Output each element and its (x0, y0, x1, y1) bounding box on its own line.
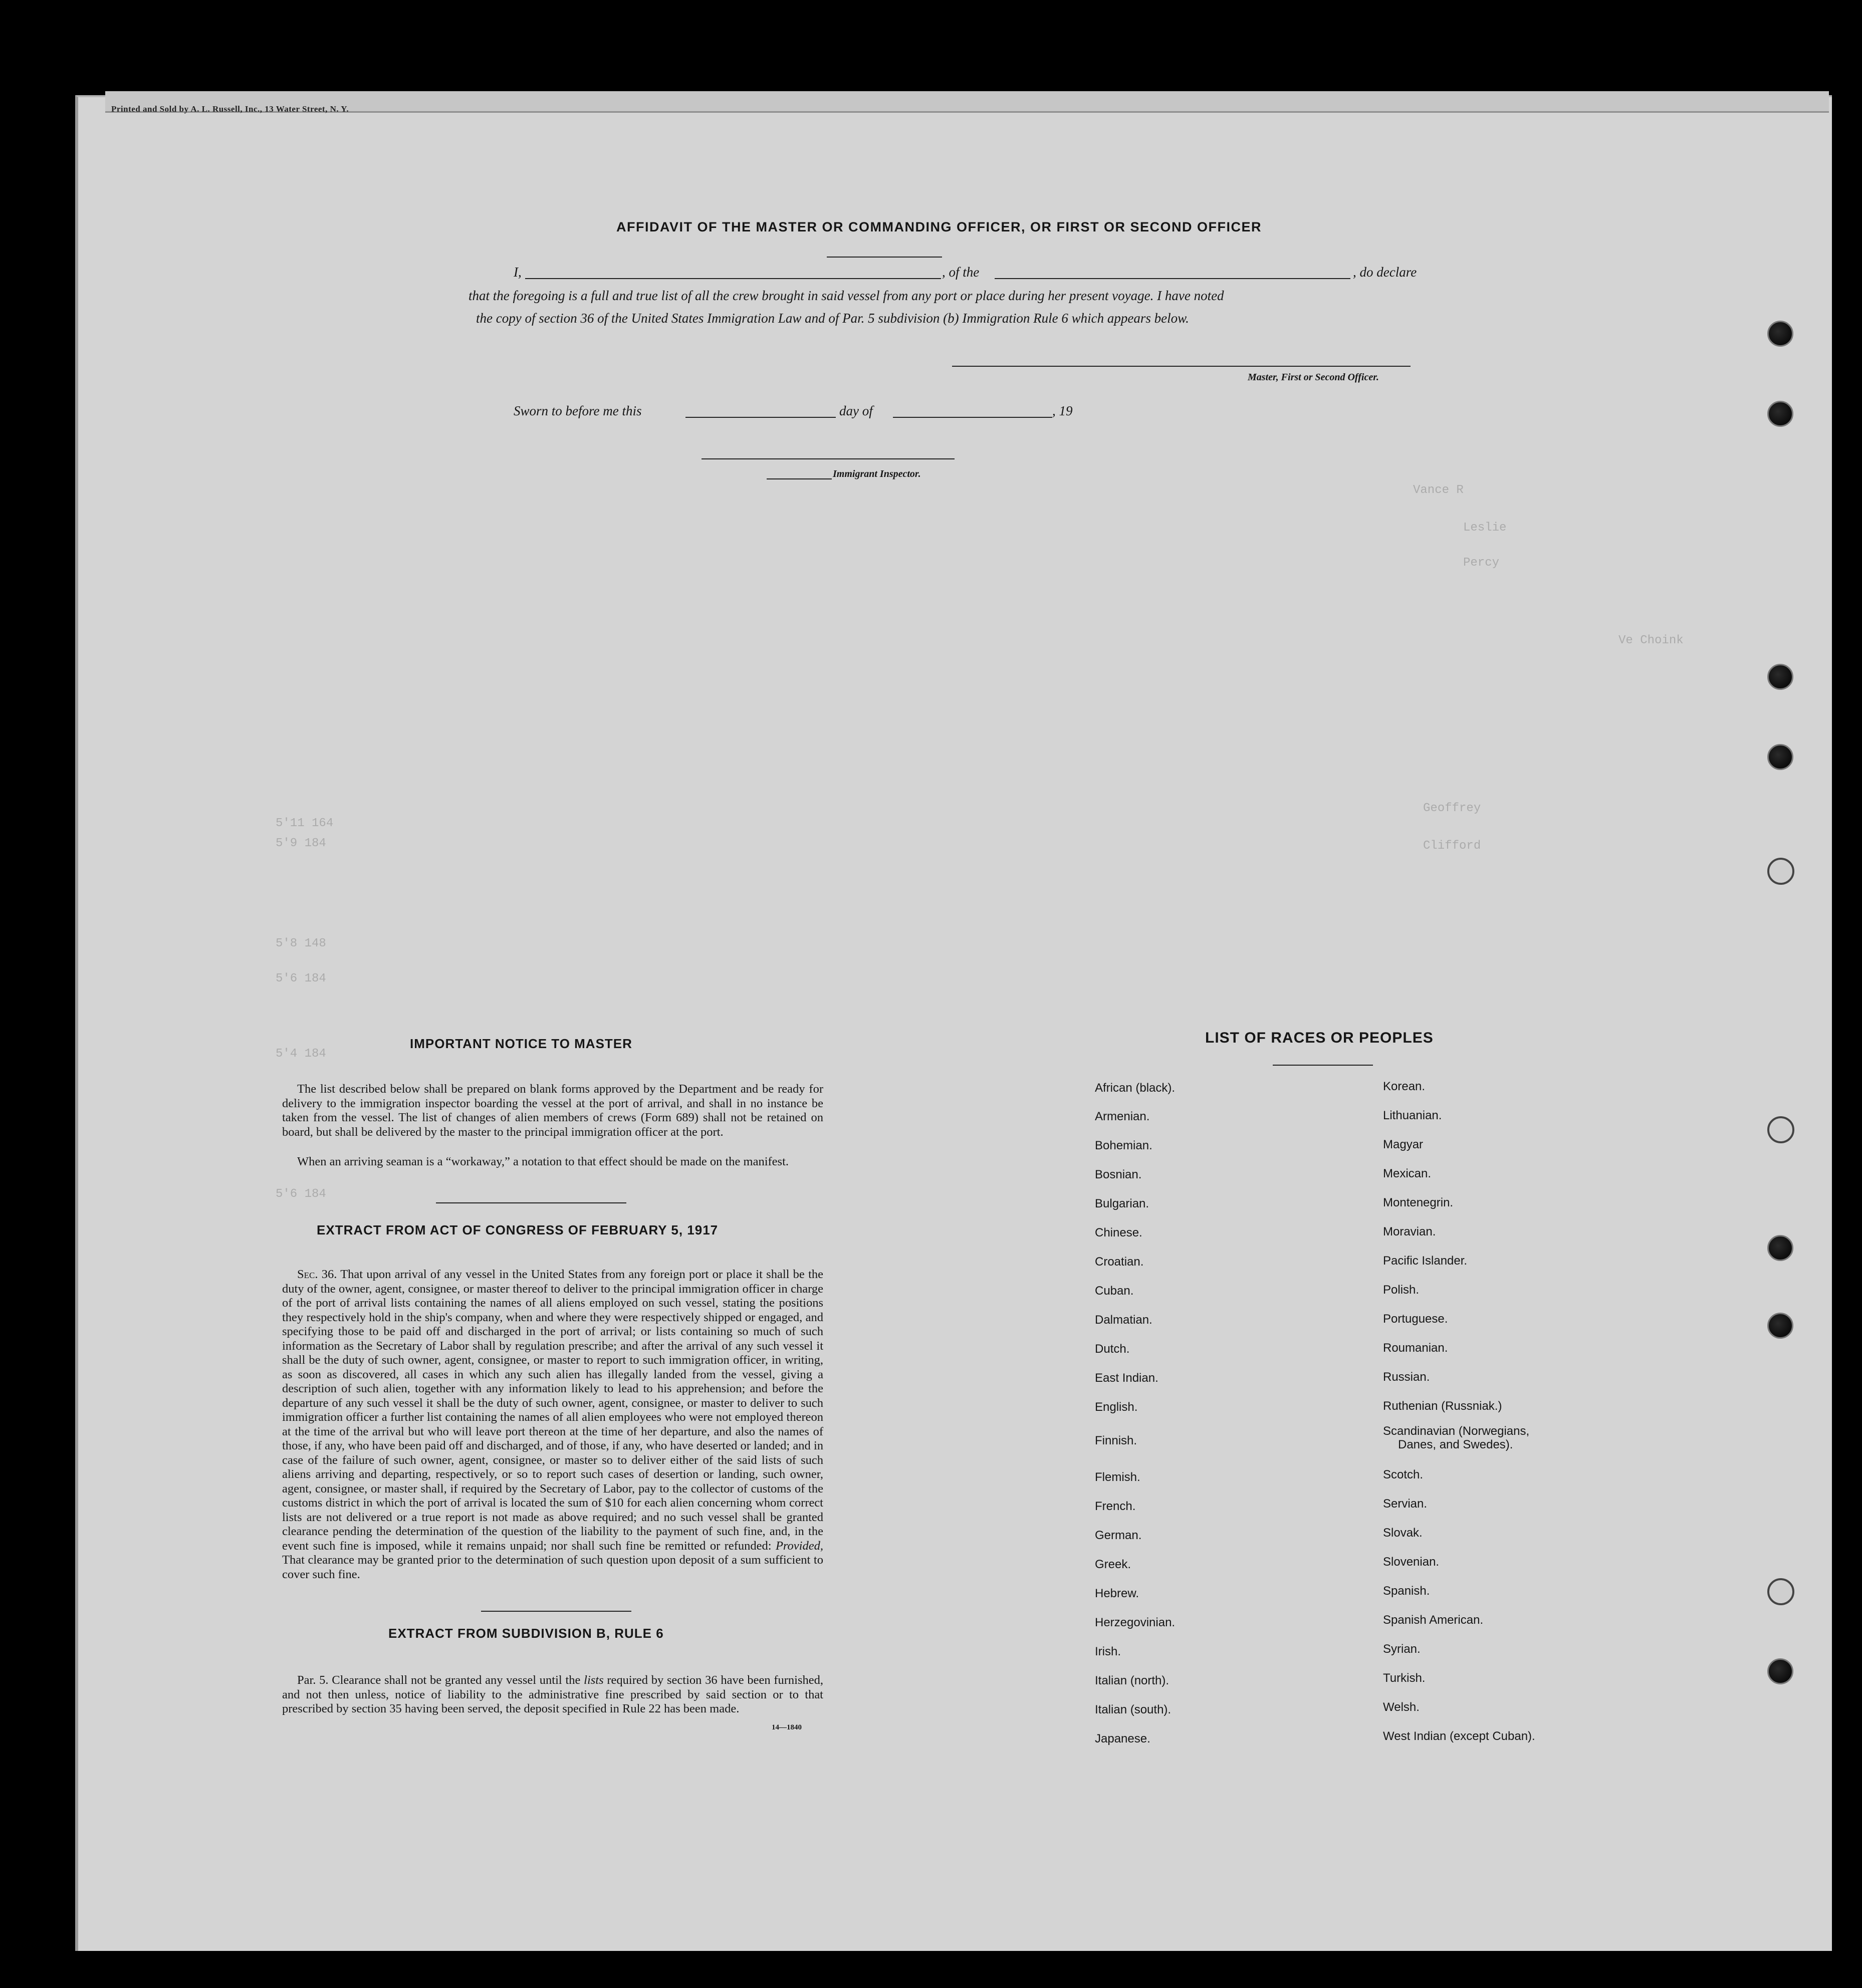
binder-hole-9 (1767, 1578, 1794, 1605)
race-item: Herzegovinian. (1095, 1616, 1176, 1629)
race-item: Moravian. (1383, 1225, 1436, 1238)
race-item: Mexican. (1383, 1167, 1432, 1180)
par-5-b: required by section 36 have been furnished, and not then unless, notice of liability to the administrative fine prescribed by said section or to that prescribed by section 35 having been served, the deposit specified in Rule 22 has been made. (282, 1673, 823, 1715)
binder-hole-7 (1767, 1235, 1793, 1261)
race-item: Syrian. (1383, 1642, 1421, 1656)
section-label: Sec. 36. (297, 1268, 337, 1281)
race-item: Hebrew. (1095, 1587, 1139, 1600)
divider (767, 478, 832, 479)
binder-hole-4 (1767, 744, 1793, 770)
binder-hole-1 (1767, 321, 1793, 347)
section-tail: That clearance may be granted prior to the determination of such question upon deposit of a sum sufficient to cover such fine. (282, 1553, 823, 1581)
race-item: Russian. (1383, 1370, 1430, 1384)
race-item: Bohemian. (1095, 1139, 1152, 1152)
binder-hole-2 (1767, 401, 1793, 427)
race-item: Roumanian. (1383, 1341, 1448, 1355)
affidavit-line-2: that the foregoing is a full and true list of all the crew brought in said vessel from any port or place during her present voyage. I have noted (469, 288, 1224, 303)
section-36-text (282, 1268, 823, 1582)
affidavit-line-3: the copy of section 36 of the United States Immigration Law and of Par. 5 subdivision (b) Immigration Rule 6 which appears below. (476, 311, 1189, 326)
race-item: Montenegrin. (1383, 1196, 1454, 1209)
affidavit-declare: , do declare (1353, 265, 1417, 280)
race-item: Armenian. (1095, 1110, 1150, 1123)
race-item: Irish. (1095, 1645, 1121, 1658)
binder-hole-6 (1767, 1116, 1794, 1143)
printer-imprint: Printed and Sold by A. L. Russell, Inc., 13 Water Street, N. Y. (111, 104, 349, 114)
sworn-day-field[interactable] (685, 417, 836, 418)
lists-word: lists (584, 1673, 604, 1687)
binder-hole-8 (1767, 1313, 1793, 1339)
par-5-text (282, 1673, 823, 1716)
notice-title: IMPORTANT NOTICE TO MASTER (410, 1036, 632, 1051)
race-item: Japanese. (1095, 1732, 1150, 1746)
race-item: Dalmatian. (1095, 1313, 1152, 1327)
signature-label: Master, First or Second Officer. (1248, 372, 1379, 383)
race-item: Lithuanian. (1383, 1109, 1442, 1122)
race-item: Turkish. (1383, 1671, 1426, 1685)
race-item: Spanish. (1383, 1584, 1430, 1598)
race-item: Korean. (1383, 1080, 1426, 1093)
notice-paragraph-2: When an arriving seaman is a “workaway,” a notation to that effect should be made on the manifest. (297, 1155, 789, 1168)
extract-congress-title: EXTRACT FROM ACT OF CONGRESS OF FEBRUARY 5, 1917 (317, 1222, 719, 1237)
form-top-edge (105, 91, 1829, 113)
race-item: Polish. (1383, 1283, 1420, 1297)
form-number: 14—1840 (772, 1723, 802, 1731)
race-item: Pacific Islander. (1383, 1254, 1468, 1268)
sworn-prefix: Sworn to before me this (514, 403, 642, 418)
race-item: English. (1095, 1400, 1138, 1414)
race-item: Cuban. (1095, 1284, 1134, 1298)
affidavit-i: I, (514, 265, 522, 280)
race-item: Croatian. (1095, 1255, 1144, 1269)
section-body: That upon arrival of any vessel in the United States from any foreign port or place it shall be the duty of the owner, agent, consignee, or master thereof to deliver to the principal immigration officer in charge of the port of arrival lists containing the names of all aliens employed on such vessel, stating the positions they respectively hold in the ship's company, when and where they were respectively shipped or engaged, and specifying those to be paid off and discharged in the port of arrival; or lists containing so much of such information as the Secretary of Labor shall by regulation prescribe; and after the arrival of any such vessel it shall be the duty of such owner, agent, consignee, or master to report to such immigration officer, in writing, as soon as discovered, all cases in which any such alien has illegally landed from the vessel, giving a description of such alien, together with any information likely to lead to his apprehension; and before the departure of any such vessel it shall be the duty of such owner, agent, consignee, or master to deliver to such immigration officer a further list containing the names of all alien employees who were not employed thereon at the time of the arrival but who will leave port thereon at the time of her departure, and also the names of those, if any, who have been paid off and discharged, and of those, if any, who have deserted or landed; and in case of the failure of such owner, agent, consignee, or master so to deliver either of the said lists of such aliens arriving and departing, respectively, or so to report such cases of desertion or landing, such owner, agent, consignee, or master shall, if required by the Secretary of Labor, pay to the collector of customs of the customs district in which the port of arrival is located the sum of $10 for each alien concerning whom correct lists are not delivered or a true report is not made as above required; and no such vessel shall be granted clearance pending the determination of the question of the liability to the payment of such fine, and, in the event such fine is imposed, while it remains unpaid; nor shall such fine be remitted or refunded: (282, 1268, 823, 1553)
sworn-month-field[interactable] (893, 417, 1052, 418)
race-item: Chinese. (1095, 1226, 1142, 1239)
race-item: Scandinavian (Norwegians, (1383, 1424, 1530, 1438)
race-item: Spanish American. (1383, 1613, 1484, 1627)
divider (1273, 1065, 1373, 1066)
affidavit-of-the: , of the (942, 265, 980, 280)
race-item: Welsh. (1383, 1700, 1420, 1714)
master-signature-field[interactable] (952, 366, 1411, 367)
divider (436, 1202, 626, 1203)
extract-rule-title: EXTRACT FROM SUBDIVISION B, RULE 6 (388, 1626, 664, 1641)
vessel-name-field[interactable] (995, 278, 1350, 279)
race-item: West Indian (except Cuban). (1383, 1729, 1535, 1743)
divider (827, 257, 942, 258)
race-item: Greek. (1095, 1558, 1131, 1571)
race-item: German. (1095, 1529, 1142, 1542)
binder-hole-5 (1767, 858, 1794, 885)
inspector-signature-field[interactable] (702, 458, 955, 459)
notice-paragraph-1: The list described below shall be prepared on blank forms approved by the Department and be ready for delivery to the immigration inspector boarding the vessel at the port of arrival, and shall in no instance be taken from the vessel. The list of changes of alien members of crews (Form 689) shall not be retained on board, but shall be delivered by the master to the principal immigration officer at the port. (282, 1082, 823, 1139)
race-item: Dutch. (1095, 1342, 1130, 1356)
race-item: French. (1095, 1500, 1136, 1513)
race-item: Italian (south). (1095, 1703, 1172, 1716)
race-item: Danes, and Swedes). (1398, 1438, 1513, 1451)
par-5-a: Par. 5. Clearance shall not be granted any vessel until the (297, 1673, 581, 1687)
race-item: Ruthenian (Russniak.) (1383, 1399, 1502, 1413)
race-item: Flemish. (1095, 1470, 1140, 1484)
form-sheet (75, 95, 1832, 1951)
race-item: Slovak. (1383, 1526, 1423, 1540)
provided-word: Provided, (775, 1539, 823, 1553)
inspector-label: Immigrant Inspector. (833, 468, 921, 479)
sworn-day-of: day of (839, 403, 873, 418)
binder-hole-3 (1767, 664, 1793, 690)
binder-hole-10 (1767, 1658, 1793, 1684)
affidavit-title: AFFIDAVIT OF THE MASTER OR COMMANDING OFFICER, OR FIRST OR SECOND OFFICER (616, 219, 1262, 234)
race-item: Scotch. (1383, 1468, 1424, 1481)
affiant-name-field[interactable] (525, 278, 941, 279)
race-item: Magyar (1383, 1138, 1424, 1151)
sworn-year: , 19 (1052, 403, 1073, 418)
race-item: Bulgarian. (1095, 1197, 1149, 1210)
races-title: LIST OF RACES OR PEOPLES (1205, 1030, 1434, 1046)
race-item: Finnish. (1095, 1434, 1137, 1447)
divider (481, 1611, 631, 1612)
race-item: Bosnian. (1095, 1168, 1142, 1181)
race-item: Servian. (1383, 1497, 1428, 1511)
race-item: African (black). (1095, 1081, 1176, 1095)
race-item: East Indian. (1095, 1371, 1158, 1385)
race-item: Portuguese. (1383, 1312, 1448, 1326)
race-item: Italian (north). (1095, 1674, 1170, 1687)
race-item: Slovenian. (1383, 1555, 1440, 1569)
